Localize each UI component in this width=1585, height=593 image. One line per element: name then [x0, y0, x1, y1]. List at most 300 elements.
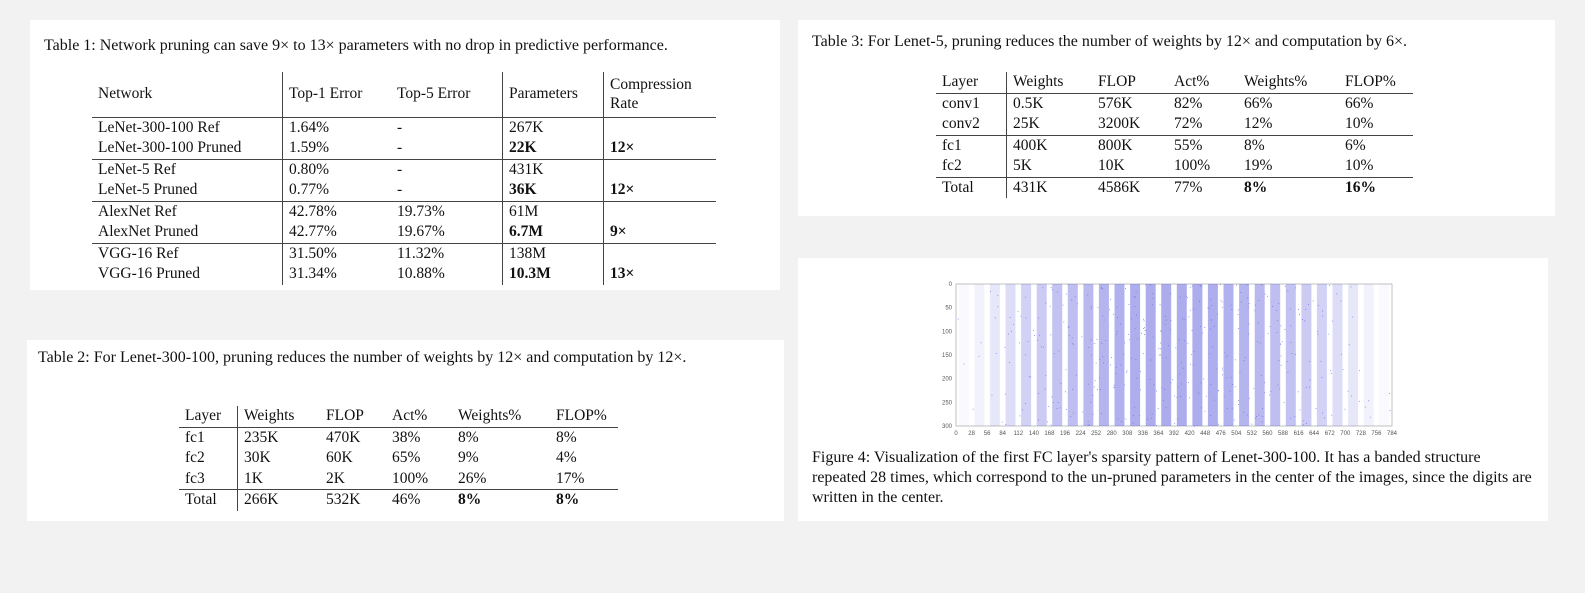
figure4-dot [1102, 356, 1103, 357]
figure4-dot [1258, 323, 1259, 324]
figure4-dot [1255, 310, 1256, 311]
figure4-dot [1272, 306, 1273, 307]
figure4-dot [1091, 308, 1092, 309]
figure4-band [1286, 284, 1296, 426]
figure4-dot [1075, 296, 1076, 297]
figure4-band [1068, 284, 1078, 426]
figure4-ytick-label: 0 [948, 282, 952, 288]
table3-cell: 25K [1013, 115, 1040, 132]
figure4-dot [1212, 347, 1213, 348]
figure4-band [1130, 284, 1140, 426]
figure4-dot [1248, 307, 1249, 308]
figure4-dot [1057, 408, 1058, 409]
figure4-dot [1025, 297, 1026, 298]
figure4-dot [1247, 284, 1248, 285]
figure4-dot [1045, 303, 1046, 304]
figure4-dot [1060, 408, 1061, 409]
figure4-dot [1117, 317, 1118, 318]
table3-cell: 19% [1244, 157, 1273, 174]
figure4-dot [1300, 410, 1301, 411]
figure4-dot [1295, 288, 1296, 289]
figure4-dot [1299, 314, 1300, 315]
figure4-dot [1128, 334, 1129, 335]
figure4-dot [1349, 344, 1350, 345]
table2-cell: 26% [458, 469, 487, 487]
table3-row [936, 177, 1413, 198]
table3-cell: 10% [1345, 157, 1374, 174]
figure4-xtick-label: 504 [1231, 431, 1242, 437]
figure4-dot [1181, 384, 1182, 385]
figure4-dot [1029, 376, 1030, 377]
figure4-dot [1082, 412, 1083, 413]
figure4-dot [1073, 344, 1074, 345]
figure4-dot [1238, 404, 1239, 405]
figure4-dot [1322, 316, 1323, 317]
table1-cell: 0.77% [289, 181, 330, 198]
figure4-dot [1135, 297, 1136, 298]
figure4-band [1192, 284, 1202, 426]
figure4-dot [1285, 329, 1286, 330]
figure4-dot [1037, 340, 1038, 341]
figure4-dot [1091, 340, 1092, 341]
figure4-dot [1291, 342, 1292, 343]
table3-body [936, 93, 1413, 198]
figure4-dot [1210, 415, 1211, 416]
table3-cell: Total [936, 177, 1007, 198]
table1-cell: VGG-16 Pruned [92, 264, 283, 285]
figure4-dot [1041, 346, 1042, 347]
table2-row [179, 427, 618, 448]
table2-cell: fc3 [179, 469, 238, 490]
table3-cell: 100% [1174, 157, 1211, 174]
figure4-dot [1131, 319, 1132, 320]
figure4-dot [1020, 416, 1021, 417]
figure4-dot [1192, 286, 1193, 287]
figure4-dot [1281, 326, 1282, 327]
figure4-dot [1341, 354, 1342, 355]
figure4-dot [1321, 361, 1322, 362]
figure4-dot [1116, 367, 1117, 368]
figure4-dot [1365, 407, 1366, 408]
table3-header-layer: Layer [936, 72, 1007, 93]
figure4-dot [1048, 406, 1049, 407]
figure4-dot [1111, 357, 1112, 358]
figure4-dot [1166, 320, 1167, 321]
figure4-dot [996, 353, 997, 354]
table2-cell: Total [179, 490, 238, 511]
table1-cell: - [391, 117, 503, 138]
figure4-dot [1121, 421, 1122, 422]
figure4-dot [1114, 387, 1115, 388]
figure4-dot [1235, 359, 1236, 360]
figure4-dot [1156, 425, 1157, 426]
figure4-yticks [942, 282, 953, 430]
figure4-band [1021, 284, 1031, 426]
table1-cell: LeNet-5 Ref [92, 159, 283, 180]
figure4-dot [1043, 347, 1044, 348]
figure4-dot [1134, 296, 1135, 297]
figure4-dot [1193, 309, 1194, 310]
figure4-dot [1160, 355, 1161, 356]
figure4-dot [1222, 307, 1223, 308]
table1-cell: 1.59% [289, 139, 330, 156]
figure4-dot [1304, 320, 1305, 321]
figure4-dot [990, 291, 991, 292]
figure4-band [1146, 284, 1156, 426]
figure4-dot [1066, 369, 1067, 370]
figure4-dot [1165, 324, 1166, 325]
figure4-dot [1133, 423, 1134, 424]
figure4-dot [1146, 284, 1147, 285]
figure4-dot [1313, 301, 1314, 302]
table1-header-network: Network [92, 72, 283, 117]
table3-header-weights: Weights [1007, 72, 1093, 93]
figure4-dot [1151, 360, 1152, 361]
figure4-dot [1197, 392, 1198, 393]
figure4-panel [798, 258, 1548, 521]
figure4-dot [1276, 310, 1277, 311]
figure4-dot [1243, 412, 1244, 413]
table3-row [936, 114, 1413, 135]
figure4-dot [1160, 348, 1161, 349]
figure4-dot [1328, 334, 1329, 335]
figure4-dot [1217, 314, 1218, 315]
table2-cell: 2K [326, 469, 345, 487]
figure4-dot [1091, 402, 1092, 403]
figure4-dot [1281, 356, 1282, 357]
table3-cell: 10K [1098, 157, 1125, 174]
figure4-dot [1101, 288, 1102, 289]
figure4-dot [981, 342, 982, 343]
figure4-dot [1059, 351, 1060, 352]
figure4-dot [1390, 410, 1391, 411]
figure4-dot [1011, 331, 1012, 332]
figure4-band [1224, 284, 1234, 426]
figure4-xtick-label: 336 [1137, 431, 1148, 437]
table2-header-row [179, 406, 618, 427]
figure4-dot [1097, 339, 1098, 340]
figure4-dot [1306, 423, 1307, 424]
figure4-dot [1310, 380, 1311, 381]
figure4-dot [1144, 321, 1145, 322]
figure4-dot [1201, 383, 1202, 384]
figure4-dot [1268, 333, 1269, 334]
figure4-dot [1178, 419, 1179, 420]
table1-cell: LeNet-300-100 Ref [92, 117, 283, 138]
table1-cell: 12× [610, 181, 635, 198]
figure4-dot [1178, 387, 1179, 388]
figure4-dot [1188, 343, 1189, 344]
figure4-dot [1054, 353, 1055, 354]
figure4-dot [1154, 384, 1155, 385]
table2-cell: 470K [326, 428, 361, 446]
table3-cell: 400K [1007, 135, 1093, 156]
figure4-xtick-label: 728 [1355, 431, 1366, 437]
table2-row [179, 490, 618, 511]
figure4-dot [1136, 292, 1137, 293]
figure4-dot [1060, 383, 1061, 384]
figure4-dot [1129, 304, 1130, 305]
figure4-dot [1204, 327, 1205, 328]
figure4-dot [1352, 317, 1353, 318]
figure4-dot [1332, 321, 1333, 322]
figure4-dot [1309, 361, 1310, 362]
figure4-dot [1009, 362, 1010, 363]
figure4-dot [1057, 291, 1058, 292]
figure4-dot [1160, 304, 1161, 305]
figure4-dot [1038, 318, 1039, 319]
figure4-dot [1285, 286, 1286, 287]
figure4-dot [1181, 362, 1182, 363]
figure4-dot [1065, 391, 1066, 392]
figure4-dot [1255, 418, 1256, 419]
figure4-dot [1351, 396, 1352, 397]
figure4-dot [1224, 396, 1225, 397]
figure4-dot [1018, 311, 1019, 312]
figure4-dot [1218, 390, 1219, 391]
figure4-dot [1115, 373, 1116, 374]
table3-header-flop-pct: FLOP% [1339, 72, 1413, 93]
figure4-dot [1133, 415, 1134, 416]
figure4-dot [1156, 391, 1157, 392]
figure4-dot [1043, 287, 1044, 288]
figure4-dot [1294, 416, 1295, 417]
figure4-dot [1187, 297, 1188, 298]
table1-cell [604, 201, 717, 222]
figure4-xtick-label: 56 [983, 431, 991, 437]
figure4-dot [1166, 357, 1167, 358]
figure4-band [1333, 284, 1343, 426]
figure4-dot [1278, 360, 1279, 361]
figure4-dot [1131, 358, 1132, 359]
figure4-dot [1370, 417, 1371, 418]
figure4-dot [1124, 385, 1125, 386]
figure4-band [1379, 284, 1389, 426]
figure4-dot [1025, 354, 1026, 355]
figure4-band [1270, 284, 1280, 426]
table2-header-flop: FLOP [320, 406, 386, 427]
figure4-dot [1290, 418, 1291, 419]
figure4-xtick-label: 392 [1168, 431, 1180, 437]
figure4-dot [1120, 324, 1121, 325]
table2-cell: 60K [326, 449, 353, 466]
figure4-dot [1359, 370, 1360, 371]
table2-cell: fc2 [179, 448, 238, 469]
figure4-dot [1231, 309, 1232, 310]
figure4-dot [1102, 316, 1103, 317]
table1-row [92, 117, 716, 138]
figure4-dot [1026, 318, 1027, 319]
table2-cell: 235K [244, 428, 279, 446]
table2-cell: 38% [392, 428, 421, 446]
figure4-dot [1127, 371, 1128, 372]
table2-cell: 532K [320, 490, 386, 511]
figure4-dot [1270, 391, 1271, 392]
figure4-dot [1081, 336, 1082, 337]
table1-cell: 13× [610, 265, 635, 282]
figure4-dot [979, 356, 980, 357]
figure4-dot [1222, 370, 1223, 371]
figure4-dot [1183, 368, 1184, 369]
figure4-dot [1190, 287, 1191, 288]
figure4-xtick-label: 28 [968, 431, 975, 437]
figure4-dot [1236, 285, 1237, 286]
figure4-dot [1136, 378, 1137, 379]
figure4-dot [1125, 288, 1126, 289]
table2-cell: 8% [452, 490, 550, 511]
figure4-xtick-label: 588 [1277, 431, 1289, 437]
figure4-dot [1038, 393, 1039, 394]
figure4-dot [1165, 316, 1166, 317]
figure4-dot [1073, 413, 1074, 414]
figure4-dot [1102, 343, 1103, 344]
figure4-dot [1072, 389, 1073, 390]
figure4-dot [1262, 416, 1263, 417]
figure4-dot [1076, 375, 1077, 376]
figure4-dot [1114, 385, 1115, 386]
figure4-dot [1094, 343, 1095, 344]
figure4-dot [1345, 409, 1346, 410]
figure4-band [959, 284, 969, 426]
table1-cell [604, 117, 717, 138]
figure4-dot [1069, 335, 1070, 336]
table2-cell: 4% [556, 449, 577, 466]
table1-header-params: Parameters [503, 72, 604, 117]
figure4-dot [1343, 369, 1344, 370]
figure4-dot [1145, 330, 1146, 331]
figure4-dot [1152, 304, 1153, 305]
figure4-dot [1118, 418, 1119, 419]
figure4-dot [1088, 421, 1089, 422]
table3-cell: 576K [1098, 94, 1133, 112]
figure4-band [1255, 284, 1265, 426]
table1-row [92, 222, 716, 243]
figure4-xtick-label: 308 [1122, 431, 1133, 437]
figure4-xtick-label: 448 [1200, 431, 1211, 437]
table1-header-row [92, 72, 716, 117]
figure4-dot [1152, 293, 1153, 294]
figure4-dot [1261, 375, 1262, 376]
table2-row [179, 469, 618, 490]
figure4-dot [1072, 343, 1073, 344]
figure4-dot [973, 409, 974, 410]
figure4-dot [1175, 348, 1176, 349]
figure4-dot [1238, 400, 1239, 401]
figure4-dot [1020, 316, 1021, 317]
figure4-dot [1324, 417, 1325, 418]
table1-cell [604, 159, 717, 180]
table1-cell: VGG-16 Ref [92, 243, 283, 264]
table1-cell: 42.77% [289, 223, 337, 240]
table2-panel [27, 340, 784, 521]
figure4-band [990, 284, 1000, 426]
figure4-dot [1005, 394, 1006, 395]
figure4-dot [1179, 339, 1180, 340]
figure4-dot [1201, 407, 1202, 408]
figure4-dot [1210, 299, 1211, 300]
figure4-dot [1206, 396, 1207, 397]
figure4-dot [1264, 392, 1265, 393]
figure4-xtick-label: 112 [1013, 431, 1024, 437]
figure4-dot [1190, 310, 1191, 311]
table1-cell: - [391, 159, 503, 180]
table1-cell: 19.73% [391, 201, 503, 222]
table1-cell: 31.50% [283, 243, 392, 264]
figure4-dot [1052, 289, 1053, 290]
figure4-dot [1192, 330, 1193, 331]
figure4-dot [1211, 305, 1212, 306]
table3-cell: 0.5K [1013, 94, 1044, 112]
figure4-dot [1123, 354, 1124, 355]
figure4-dot [1013, 324, 1014, 325]
table1 [92, 72, 716, 285]
figure4-dot [992, 395, 993, 396]
figure4-band [1161, 284, 1171, 426]
table2-cell: 8% [556, 428, 577, 446]
figure4-dot [1209, 308, 1210, 309]
figure4-dot [1113, 314, 1114, 315]
figure4-dot [1137, 339, 1138, 340]
table2-cell: 100% [392, 469, 429, 487]
figure4-dot [1058, 402, 1059, 403]
figure4-dot [1232, 408, 1233, 409]
table1-panel [30, 20, 780, 290]
figure4-dot [1159, 355, 1160, 356]
figure4-dot [1200, 285, 1201, 286]
figure4-dot [1030, 377, 1031, 378]
figure4-dot [1186, 296, 1187, 297]
table2-header-layer: Layer [179, 406, 238, 427]
table1-header-compression [604, 72, 717, 117]
figure4-dot [1252, 424, 1253, 425]
figure4-dot [1261, 285, 1262, 286]
figure4-dot [1126, 419, 1127, 420]
table3-cell: 10% [1345, 115, 1374, 132]
figure4-dot [1303, 424, 1304, 425]
table2 [179, 406, 618, 511]
figure4-dot [1005, 424, 1006, 425]
figure4-dot [1019, 343, 1020, 344]
figure4-dot [1174, 396, 1175, 397]
table3-cell: 8% [1238, 135, 1339, 156]
figure4-dot [1222, 374, 1223, 375]
figure4-dot [1279, 389, 1280, 390]
figure4-dot [1238, 314, 1239, 315]
figure4-dot [1104, 320, 1105, 321]
table1-cell: 11.32% [391, 243, 503, 264]
figure4-dot [1166, 407, 1167, 408]
figure4-dot [1257, 341, 1258, 342]
figure4-dot [1227, 408, 1228, 409]
figure4-dot [1240, 292, 1241, 293]
table1-cell: AlexNet Ref [92, 201, 283, 222]
table2-cell: 65% [392, 449, 421, 466]
figure4-dot [1226, 357, 1227, 358]
figure4-dot [1232, 384, 1233, 385]
figure4-dot [1295, 354, 1296, 355]
figure4-dot [1281, 365, 1282, 366]
table2-header-weights: Weights [238, 406, 321, 427]
figure4-dot [1103, 363, 1104, 364]
figure4-dot [1262, 421, 1263, 422]
figure4-dot [1322, 377, 1323, 378]
table3 [936, 72, 1413, 198]
table3-cell: 6% [1339, 135, 1413, 156]
figure4-dot [1093, 414, 1094, 415]
figure4-dot [1168, 345, 1169, 346]
figure4-dot [1087, 295, 1088, 296]
figure4-dot [1189, 397, 1190, 398]
